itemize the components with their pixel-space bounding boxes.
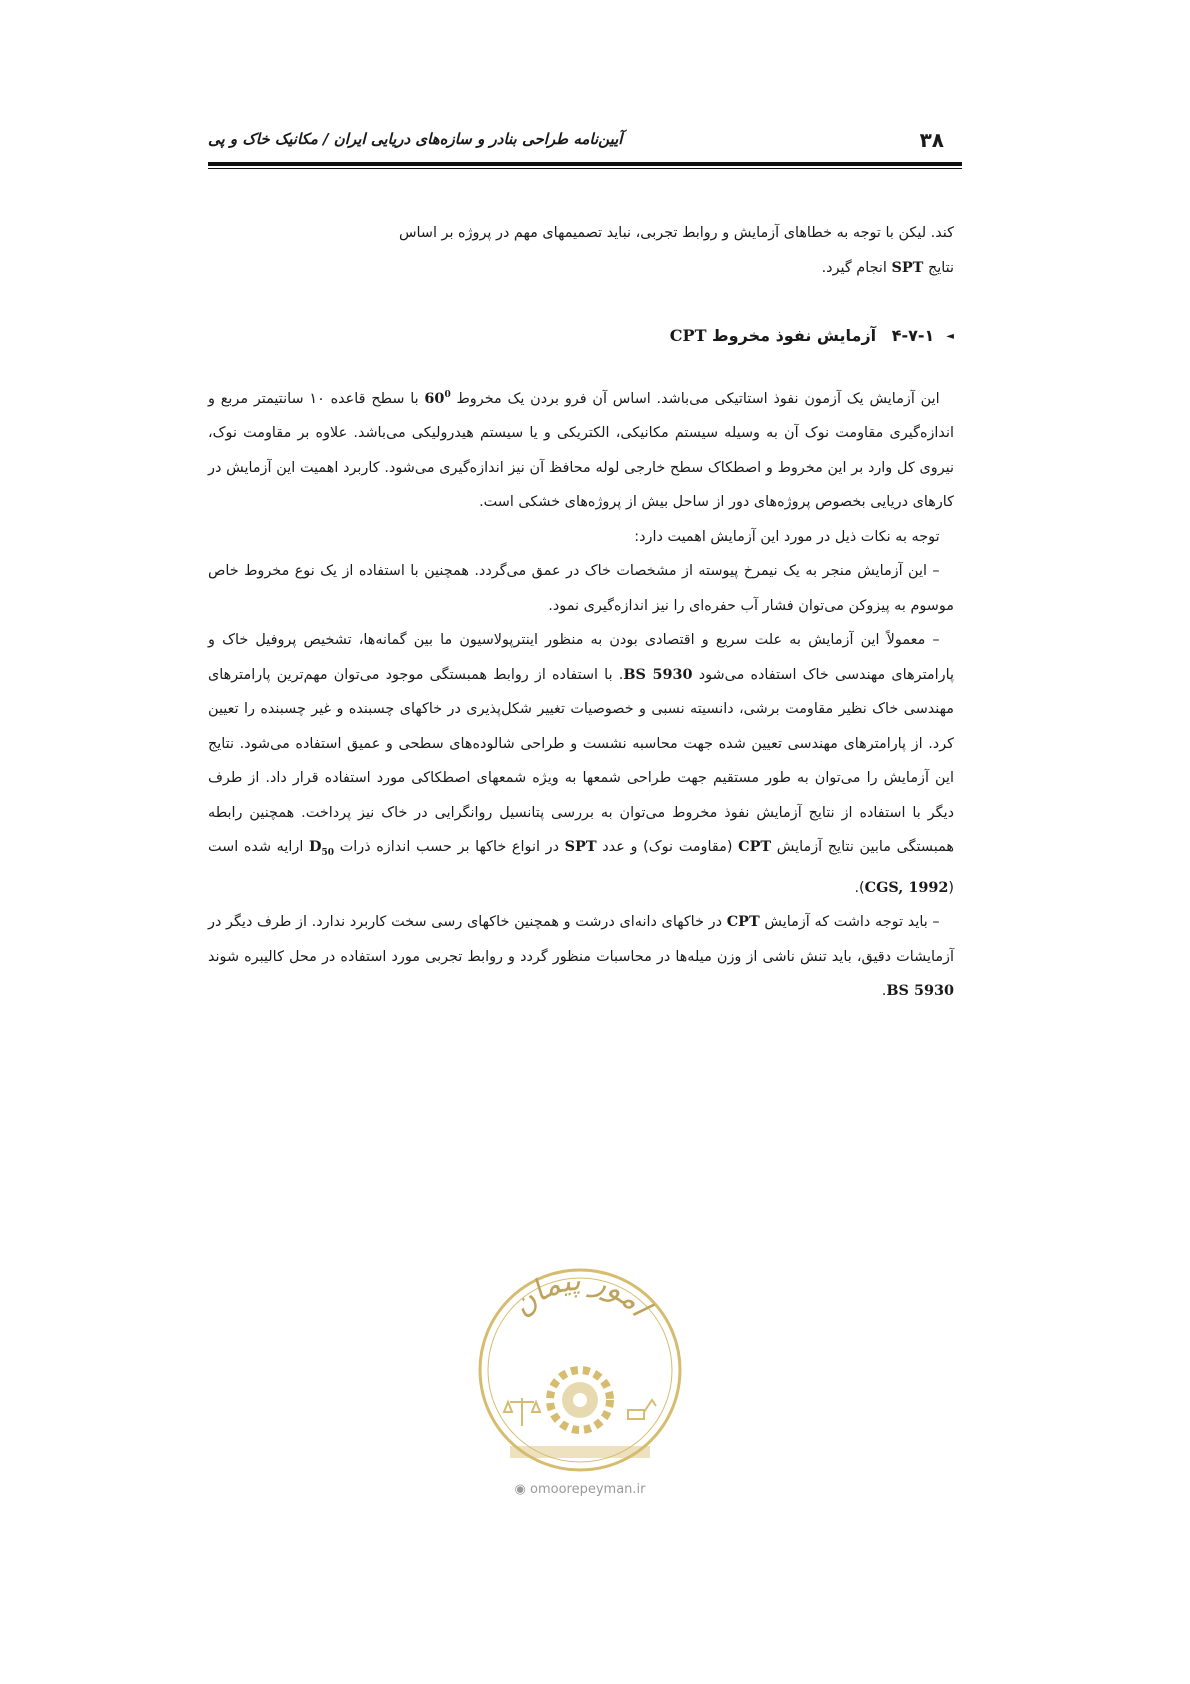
gear-icon [550,1370,610,1430]
intro-text-end: انجام گیرد. [821,259,892,276]
section-number: ۴-۷-۱ [891,326,935,345]
running-title: آیین‌نامه طراحی بنادر و سازه‌های دریایی ایران / مکانیک خاک و پی [208,130,623,148]
p3-text: – این آزمایش منجر به یک نیمرخ پیوسته از مشخصات خاک در عمق می‌گردد. همچنین با استفاده از یک نوع مخروط خاص موسوم به پیزوکن می‌توان فشار آب حفره‌ای را نیز اندازه‌گیری نمود. [208,563,954,614]
header-rule-thick [208,162,962,166]
p4-text-b: . با استفاده از روابط همبستگی موجود می‌توان مهم‌ترین پارامترهای مهندسی خاک نظیر مقاومت برشی، دانسیته نسبی و خصوصیات تغییر شکل‌پذیری در خاکهای چسبنده و غیر چسبنده را تعیین کرد. از پارامترهای مهندسی تعیین شده جهت محاسبه نشست و طراحی شالوده‌های سطحی و عمیق استفاده می‌شود. نتایج این آزمایش را می‌توان به طور مستقیم جهت طراحی شمعها به ویژه شمعهای اصطکاکی مورد استفاده قرار داد. از طرف دیگر با استفاده از نتایج آزمایش نفوذ مخروط می‌توان به بررسی پتانسیل روانگرایی در خاک نیز پرداخت. همچنین رابطه همبستگی مابین نتایج آزمایش [208,666,954,856]
scales-of-justice-icon [504,1398,540,1426]
watermark-logo [470,1250,690,1490]
spt-term: SPT [564,838,597,856]
spt-term: SPT [891,258,924,276]
p4-text-e: ارایه شده است ( [208,839,954,896]
page-number: ۳۸ [919,128,944,152]
d50-term [309,838,335,859]
paragraph-3 [208,554,954,623]
intro-line-2 [208,251,954,286]
cone-angle [424,390,450,407]
p5-text-c: . [881,983,887,1000]
cpt-term: CPT [738,838,772,856]
cone-angle-value: 60 [424,389,445,407]
paragraph-4 [208,623,954,905]
logo-base-bar [510,1446,650,1458]
section-heading [208,326,954,345]
p4-text-f: ). [854,879,865,896]
bs5930-ref: BS 5930 [623,665,693,683]
p4-text-d: در انواع خاکها بر حسب اندازه ذرات [334,839,565,856]
main-text [208,378,954,1009]
p4-text-a: – معمولاً این آزمایش به علت سریع و اقتصادی بودن به منظور اینترپولاسیون ما بین گمانه‌ها، تشخیص پروفیل خاک و پارامترهای مهندسی خاک استفاده می‌شود [208,632,954,683]
paragraph-5 [208,905,954,1009]
degree-symbol: 0 [444,390,451,400]
p1-text-end: با سطح قاعده ۱۰ سانتیمتر مربع و اندازه‌گیری مقاومت نوک آن به وسیله سیستم مکانیکی، الکتریکی و یا سیستم هیدرولیکی می‌باشد. علاوه بر مقاومت نوک، نیروی کل وارد بر این مخروط و اصطکاک سطح خارجی لوله محافظ آن نیز اندازه‌گیری می‌شود. کاربرد اهمیت این آزمایش در کارهای دریایی بخصوص پروژه‌های دور از ساحل بیش از پروژه‌های خشکی است. [208,390,954,511]
logo-calligraphy: امور پیمان [504,1262,657,1324]
watermark-url-text: omoorepeyman.ir [530,1482,646,1497]
cpt-term: CPT [726,913,760,931]
intro-text: نتایج [923,259,954,276]
p5-text-b: در خاکهای دانه‌ای درشت و همچنین خاکهای رسی سخت کاربرد ندارد. از طرف دیگر در آزمایشات دقیق، باید تنش ناشی از وزن میله‌ها در محاسبات منظور گردد و روابط تجربی مورد استفاده در محل کالیبره شوند [208,914,954,965]
paragraph-2 [208,520,954,555]
paragraph-1 [208,378,954,520]
excavator-icon [628,1400,656,1419]
intro-line-1: کند. لیکن با توجه به خطاهای آزمایش و روابط تجربی، نباید تصمیمهای مهم در پروژه بر اساس [398,225,954,241]
header-rule-thin [208,168,962,169]
p2-text: توجه به نکات ذیل در مورد این آزمایش اهمیت دارد: [634,528,940,545]
d50-subscript: 50 [321,848,335,859]
d50-letter: D [309,838,322,856]
p1-text: این آزمایش یک آزمون نفوذ استاتیکی می‌باشد. اساس آن فرو بردن یک مخروط [450,390,940,407]
p5-text-a: – باید توجه داشت که آزمایش [759,914,940,931]
section-title: آزمایش نفوذ مخروط [712,326,877,345]
section-title-latin: CPT [669,326,707,345]
watermark-url: ◉ omoorepeyman.ir [514,1482,646,1497]
cgs-citation: CGS, 1992 [864,878,949,896]
page-header [208,118,962,170]
intro-paragraph [208,216,954,285]
bs5930-ref: BS 5930 [886,982,954,1000]
p4-text-c: (مقاومت نوک) و عدد [596,839,739,856]
triangle-marker-icon: ◄ [946,331,954,342]
